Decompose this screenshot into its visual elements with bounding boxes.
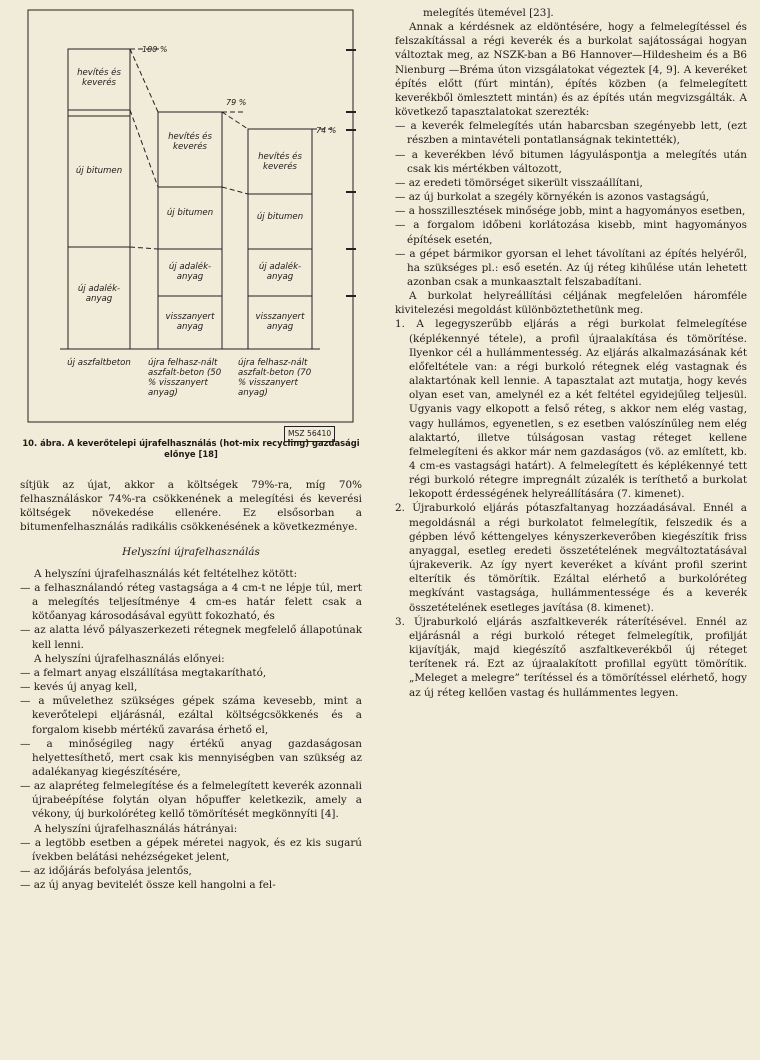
percent-label-79: 79 % <box>226 98 247 107</box>
section-heading: Helyszíni újrafelhasználás <box>122 545 260 558</box>
bar-1-segment-bitumen: új bitumen <box>75 166 123 176</box>
percent-label-100: 100 % <box>142 45 168 54</box>
left-column <box>20 6 362 892</box>
numbered-item: 2. Újraburkoló eljárás pótaszfaltanyag hozzáadásával. Ennél a megoldásnál a régi burkolatot felmelegítik, felszedik és a gépben lévő kéttengelyes kényszerkeverőben kiegészítik friss anyaggal, esetleg eredeti összetételének megváltoztatásával újrakeverik. Az így nyert keveréket a kívánt profil szerint elterítik és tömörítik. Ezáltal elérhető a burkolóréteg megkívánt vastagsága, hullámmentessége és a keverék összetételének esetleges javítása (8. kimenet). <box>395 502 747 614</box>
list-item: — az időjárás befolyása jelentős, <box>20 865 192 878</box>
list-item: — a legtöbb esetben a gépek méretei nagyok, és ez kis sugarú ívekben belátási nehézségeket jelent, <box>20 836 362 863</box>
bar-2-caption: újra felhasz-nált aszfalt-beton (50 % visszanyert anyag) <box>148 358 222 398</box>
bar-1-caption: új aszfaltbeton <box>67 358 131 368</box>
figure-code: MSZ 56410 <box>284 426 335 442</box>
bar-2-segment-recycled: visszanyert anyag <box>165 312 215 332</box>
bar-1 <box>68 49 130 349</box>
bar-2-segment-heating: hevítés és keverés <box>168 132 212 152</box>
list-item: — a keverékben lévő bitumen lágyuláspontja a melegítés után csak kis mértékben változott, <box>395 148 747 175</box>
paragraph: A burkolat helyreállítási céljának megfelelően háromféle kivitelezési megoldást különböztethetünk meg. <box>395 290 747 317</box>
paragraph: melegítés ütemével [23]. <box>423 7 554 19</box>
list-item: — a gépet bármikor gyorsan el lehet távolítani az építés helyéről, ha szükséges pl.: eső esetén. Az új réteg kihűlése után lehetett azonban csak a munkaasztalt felszabadítani. <box>395 247 747 288</box>
bar-3-segment-aggregate: új adalék-anyag <box>258 262 302 282</box>
paragraph: A helyszíni újrafelhasználás előnyei: <box>34 652 225 665</box>
right-column <box>395 6 747 700</box>
numbered-item: 1. A legegyszerűbb eljárás a régi burkolat felmelegítése (képlékennyé tétele), a profil újraalakítása és tömörítése. Ilyenkor cél a hullámmentesség. Az eljárás alkalmazásának két előfeltétele van: a régi burkoló rétegnek elég vastagnak és alaktartónak kell lennie. A tapasztalat azt mutatja, hogy kevés olyan eset van, amelynél ez a két feltétel egyidejűleg teljesül. Ugyanis vagy elkopott a felső réteg, s akkor nem elég vastag, vagy hullámos, egyenetlen, s ez esetben valószínűleg nem elég alaktartó, illetve túlságosan vastag réteget kellene felmelegíteni és akkor már nem gazdaságos (vö. az említett, kb. 4 cm-es vastagsági határt). A felmelegített és képlékennyé tett régi burkoló rétegre impregnált zúzalék is teríthető a burkolat lekopott érdességének helyreállítására (7. kimenet). <box>395 318 747 501</box>
list-item: — a művelethez szükséges gépek száma kevesebb, mint a keverőtelepi eljárásnál, ezáltal költségcsökkenés és a forgalom kisebb mértékű zavarása érhető el, <box>20 695 362 736</box>
paragraph: A helyszíni újrafelhasználás hátrányai: <box>34 822 238 835</box>
bar-2-segment-bitumen: új bitumen <box>166 208 214 218</box>
bar-3-caption: újra felhasz-nált aszfalt-beton (70 % visszanyert anyag) <box>238 358 312 398</box>
list-item: — a hosszillesztések minősége jobb, mint a hagyományos esetben, <box>395 205 746 218</box>
numbered-item: 3. Újraburkoló eljárás aszfaltkeverék ráterítésével. Ennél az eljárásnál a régi burkoló réteget felmelegítik, profilját kijavítják, majd kiegészítő aszfaltkeverékből új réteget terítenek rá. Ezt az újraalakított profillal együtt tömörítik. „Meleget a melegre” terítéssel és a tömörítéssel elérhető, hogy az új réteg kellően vastag és hullámmentes legyen. <box>395 615 747 699</box>
bar-2-segment-aggregate: új adalék-anyag <box>168 262 212 282</box>
bar-1-segment-aggregate: új adalék-anyag <box>77 284 121 304</box>
bar-3-segment-bitumen: új bitumen <box>256 212 304 222</box>
percent-label-74: 74 % <box>316 126 337 135</box>
figure-caption: 10. ábra. A keverőtelepi újrafelhasználás (hot-mix recycling) gazdasági előnye [18] <box>22 438 360 459</box>
list-item: — az új anyag bevitelét össze kell hangolni a fel- <box>20 879 276 892</box>
list-item: — az eredeti tömörséget sikerült visszaállítani, <box>395 176 643 189</box>
list-item: — az alatta lévő pályaszerkezeti rétegnek megfelelő állapotúnak kell lenni. <box>20 624 362 651</box>
bar-3-segment-recycled: visszanyert anyag <box>255 312 305 332</box>
list-item: — a minőségileg nagy értékű anyag gazdaságosan helyettesíthető, mert csak kis mennyiségben van szükség az adalékanyag kiegészítésére, <box>20 737 362 778</box>
list-item: — az alapréteg felmelegítése és a felmelegített keverék azonnali újrabeépítése folytán olyan hőpuffer keletkezik, amely a vékony, új burkolóréteg kellő tömörítését megkönnyíti [4]. <box>20 780 362 821</box>
bar-3-segment-heating: hevítés és keverés <box>258 152 302 172</box>
list-item: — a keverék felmelegítés után habarcsban szegényebb lett, (ezt részben a mintavételi pontatlanságnak tekintették), <box>395 120 747 147</box>
list-item: — kevés új anyag kell, <box>20 681 138 694</box>
figure <box>20 6 362 436</box>
list-item: — a felmart anyag elszállítása megtakarítható, <box>20 666 267 679</box>
paragraph: Annak a kérdésnek az eldöntésére, hogy a felmelegítéssel és felszakítással a régi keverék és a burkolat sajátosságai hogyan változtak meg, az NSZK-ban a B6 Hannover—Hildesheim és a B6 Nienburg —Bréma úton vizsgálatokat végeztek [4, 9]. A keveréket építés előtt (fúrt mintán), építés közben (a felmelegített keverékből ömlesztett mintán) és az építés után megvizsgálták. A következő tapasztalatokat szerezték: <box>395 21 747 119</box>
paragraph: A helyszíni újrafelhasználás két feltételhez kötött: <box>34 567 298 580</box>
paragraph: sítjük az újat, akkor a költségek 79%-ra, míg 70% felhasználáskor 74%-ra csökkenének a melegítési és keverési költségek növekedése ellenére. Ez elsősorban a bitumenfelhasználás radikális csökkenésének a következménye. <box>20 479 362 534</box>
list-item: — a forgalom időbeni korlátozása kisebb, mint hagyományos építések esetén, <box>395 219 747 246</box>
bar-1-segment-heating: hevítés és keverés <box>77 68 121 88</box>
list-item: — a felhasználandó réteg vastagsága a 4 cm-t ne lépje túl, mert a melegítés teljesítménye 4 cm-es határ felett csak a kötőanyag károsodásával együtt fokozható, és <box>20 581 362 623</box>
list-item: — az új burkolat a szegély környékén is azonos vastagságú, <box>395 191 710 204</box>
